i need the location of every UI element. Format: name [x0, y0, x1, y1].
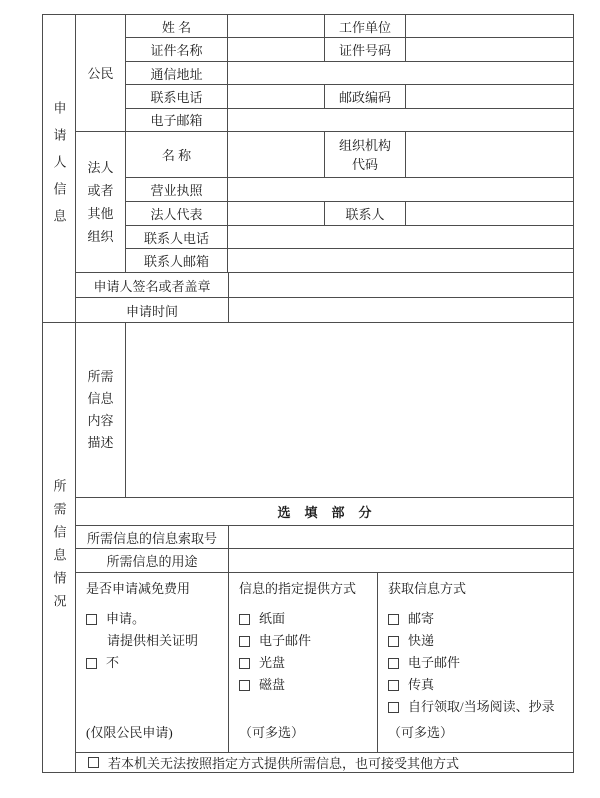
fee-waiver-proof-note: 请提供相关证明 [107, 633, 199, 649]
contact-person-value-cell[interactable] [406, 202, 573, 225]
fee-waiver-option-no[interactable] [86, 652, 222, 674]
fee-waiver-option-apply[interactable] [86, 608, 222, 630]
checkbox-icon[interactable] [86, 614, 97, 625]
id-number-value-cell[interactable] [406, 38, 573, 60]
citizen-group [76, 15, 573, 132]
form-table [42, 14, 574, 773]
contact-phone-label: 联系人电话 [126, 226, 228, 249]
checkbox-icon[interactable] [239, 680, 250, 691]
table-row [126, 202, 573, 226]
checkbox-icon[interactable] [388, 614, 399, 625]
obtain-option-mail[interactable] [388, 608, 567, 630]
checkbox-icon[interactable] [388, 658, 399, 669]
table-row [126, 178, 573, 202]
organization-group [76, 132, 573, 273]
contact-email-value-cell[interactable] [228, 249, 573, 272]
org-code-label: 组织机构代码 [325, 132, 406, 177]
table-row [76, 273, 573, 298]
table-row [126, 38, 573, 61]
organization-group-label: 法人或者其他组织 [87, 160, 114, 244]
contact-phone-value-cell[interactable] [228, 226, 573, 249]
id-type-value-cell[interactable] [228, 38, 325, 60]
table-row [126, 62, 573, 85]
checkbox-icon[interactable] [88, 757, 99, 768]
phone-label: 联系电话 [126, 85, 228, 107]
application-date-label: 申请时间 [76, 298, 229, 322]
checkbox-icon[interactable] [86, 658, 97, 669]
table-row [126, 132, 573, 178]
info-purpose-value-cell[interactable] [229, 549, 573, 572]
table-row [76, 323, 573, 498]
optional-section-header: 选填部分 [76, 498, 573, 526]
info-description-label: 所需信息内容描述 [87, 368, 114, 450]
work-unit-label: 工作单位 [325, 15, 406, 37]
business-license-value-cell[interactable] [228, 178, 573, 201]
table-row [76, 526, 573, 550]
info-index-number-value-cell[interactable] [229, 526, 573, 549]
fee-waiver-footnote: (仅限公民申请) [86, 725, 173, 741]
signature-label: 申请人签名或者盖章 [76, 273, 229, 297]
option-label: 不 [106, 655, 120, 671]
org-name-label: 名 称 [126, 132, 228, 177]
delivery-option-paper[interactable] [239, 608, 371, 630]
option-label: 纸面 [259, 611, 286, 627]
contact-email-label: 联系人邮箱 [126, 249, 228, 272]
postcode-label: 邮政编码 [325, 85, 406, 107]
option-label: 磁盘 [259, 677, 286, 693]
organization-group-header [76, 132, 126, 272]
obtain-method-column [378, 573, 573, 752]
fallback-method-option[interactable] [76, 753, 573, 772]
info-description-header [76, 323, 126, 497]
application-date-value-cell[interactable] [229, 298, 573, 322]
table-row [76, 298, 573, 322]
postcode-value-cell[interactable] [406, 85, 573, 107]
id-type-label: 证件名称 [126, 38, 228, 60]
obtain-option-express[interactable] [388, 630, 567, 652]
table-row [76, 549, 573, 573]
email-value-cell[interactable] [228, 109, 573, 131]
fallback-method-label: 若本机关无法按照指定方式提供所需信息，也可接受其他方式 [108, 756, 460, 772]
checkbox-icon[interactable] [239, 658, 250, 669]
delivery-method-column [229, 573, 378, 752]
delivery-option-email[interactable] [239, 630, 371, 652]
info-purpose-label: 所需信息的用途 [76, 549, 229, 572]
checkbox-icon[interactable] [239, 636, 250, 647]
delivery-method-header: 信息的指定提供方式 [239, 581, 357, 597]
table-row [126, 15, 573, 38]
option-label: 自行领取/当场阅读、抄录 [408, 699, 555, 715]
fee-waiver-header: 是否申请减免费用 [86, 581, 191, 597]
fee-waiver-column [76, 573, 229, 752]
section-applicant-info [43, 15, 573, 323]
checkbox-icon[interactable] [239, 614, 250, 625]
business-license-label: 营业执照 [126, 178, 228, 201]
contact-person-label: 联系人 [325, 202, 406, 225]
option-label: 快递 [408, 633, 435, 649]
checkbox-icon[interactable] [388, 636, 399, 647]
option-label: 电子邮件 [408, 655, 461, 671]
work-unit-value-cell[interactable] [406, 15, 573, 37]
table-row [126, 109, 573, 131]
table-row [126, 85, 573, 108]
legal-rep-value-cell[interactable] [228, 202, 325, 225]
section-requested-info [43, 323, 573, 772]
obtain-method-footnote: （可多选） [388, 725, 454, 741]
org-name-value-cell[interactable] [228, 132, 325, 177]
signature-value-cell[interactable] [229, 273, 573, 297]
checkbox-icon[interactable] [388, 680, 399, 691]
option-label: 申请。 [106, 611, 146, 627]
option-label: 传真 [408, 677, 435, 693]
table-row [126, 226, 573, 250]
mail-address-label: 通信地址 [126, 62, 228, 84]
requested-info-side-label: 所需信息情况 [51, 478, 67, 617]
info-description-value-cell[interactable] [126, 323, 573, 497]
delivery-option-disk[interactable] [239, 674, 371, 696]
applicant-info-body [76, 15, 573, 322]
options-row [76, 573, 573, 753]
requested-info-side-header [43, 323, 76, 772]
applicant-info-side-header [43, 15, 76, 322]
id-number-label: 证件号码 [325, 38, 406, 60]
checkbox-icon[interactable] [388, 702, 399, 713]
applicant-info-side-label: 申请人信息 [51, 101, 67, 236]
obtain-option-fax[interactable] [388, 674, 567, 696]
citizen-group-header [76, 15, 126, 131]
email-label: 电子邮箱 [126, 109, 228, 131]
requested-info-body [76, 323, 573, 772]
org-code-value-cell[interactable] [406, 132, 573, 177]
option-label: 邮寄 [408, 611, 435, 627]
obtain-method-header: 获取信息方式 [388, 581, 467, 597]
organization-rows [126, 132, 573, 272]
citizen-rows [126, 15, 573, 131]
mail-address-value-cell[interactable] [228, 62, 573, 84]
delivery-option-cd[interactable] [239, 652, 371, 674]
legal-rep-label: 法人代表 [126, 202, 228, 225]
phone-value-cell[interactable] [228, 85, 325, 107]
name-label: 姓 名 [126, 15, 228, 37]
name-value-cell[interactable] [228, 15, 325, 37]
delivery-method-footnote: （可多选） [239, 725, 305, 741]
option-label: 电子邮件 [259, 633, 312, 649]
option-label: 光盘 [259, 655, 286, 671]
info-index-number-label: 所需信息的信息索取号 [76, 526, 229, 549]
obtain-option-email[interactable] [388, 652, 567, 674]
table-row [126, 249, 573, 272]
citizen-group-label: 公民 [87, 65, 114, 81]
obtain-option-self-pickup[interactable] [388, 696, 567, 718]
